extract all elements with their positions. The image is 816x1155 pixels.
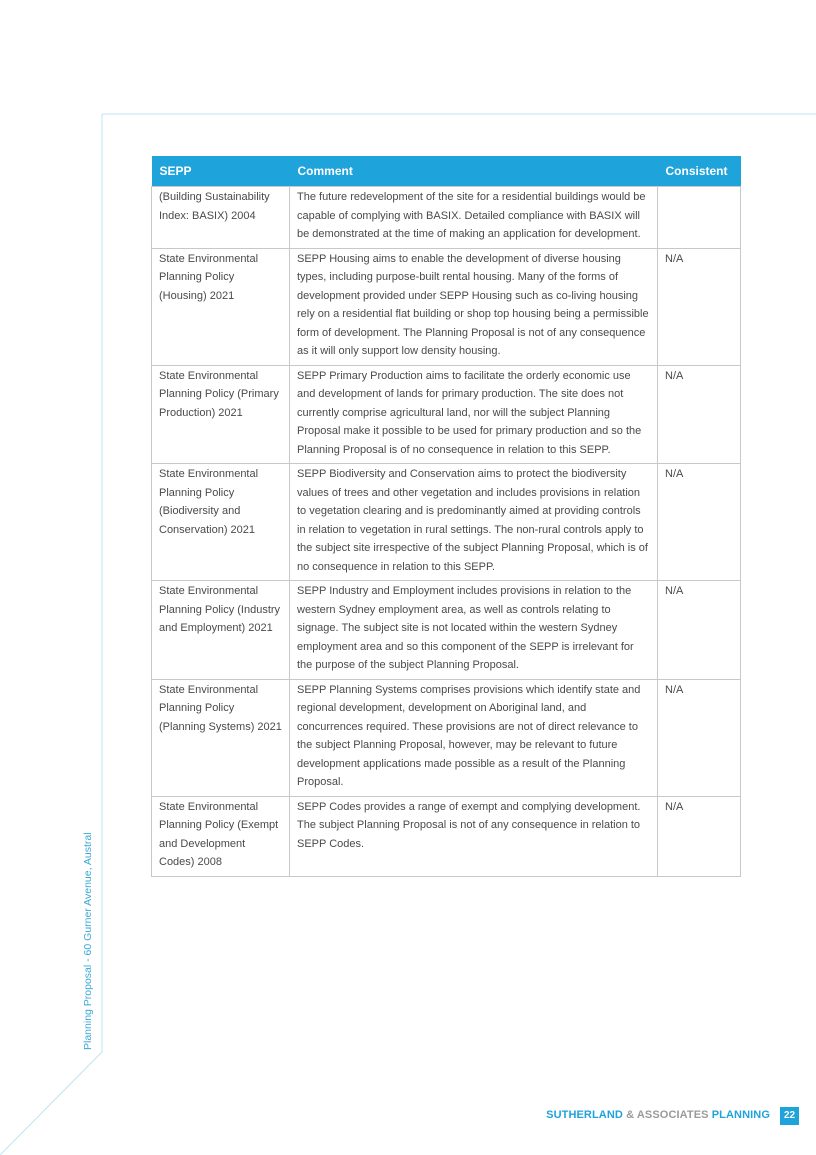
cell-comment: SEPP Housing aims to enable the development of diverse housing types, including purpose-built rental housing. Many of the forms of development provided under SEPP Housing such as co-living housing rely on a residential flat building or shop top housing being a permissible form of development. The Planning Proposal is not of any consequence as it will only support low density housing. xyxy=(290,248,658,365)
table-row xyxy=(152,464,741,581)
table-row xyxy=(152,796,741,876)
document-side-label: Planning Proposal - 60 Gurner Avenue, Austral xyxy=(82,832,94,1050)
table-row xyxy=(152,581,741,680)
table-row xyxy=(152,679,741,796)
cell-sepp: State Environmental Planning Policy (Industry and Employment) 2021 xyxy=(152,581,290,680)
cell-consistent: N/A xyxy=(658,365,741,464)
header-sepp: SEPP xyxy=(152,156,290,187)
cell-consistent: N/A xyxy=(658,581,741,680)
cell-sepp: (Building Sustainability Index: BASIX) 2004 xyxy=(152,187,290,249)
page-number-badge: 22 xyxy=(780,1107,799,1125)
cell-sepp: State Environmental Planning Policy (Exempt and Development Codes) 2008 xyxy=(152,796,290,876)
brand-name-part1: SUTHERLAND xyxy=(546,1109,623,1121)
cell-sepp: State Environmental Planning Policy (Housing) 2021 xyxy=(152,248,290,365)
cell-consistent: N/A xyxy=(658,796,741,876)
cell-comment: SEPP Industry and Employment includes provisions in relation to the western Sydney employment area, as well as controls relating to signage. The subject site is not located within the western Sydney employment area and so this component of the SEPP is irrelevant for the purpose of the subject Planning Proposal. xyxy=(290,581,658,680)
footer-brand xyxy=(546,1109,770,1121)
table-row xyxy=(152,248,741,365)
cell-sepp: State Environmental Planning Policy (Biodiversity and Conservation) 2021 xyxy=(152,464,290,581)
cell-comment: The future redevelopment of the site for a residential buildings would be capable of complying with BASIX. Detailed compliance with BASIX will be demonstrated at the time of making an application for development. xyxy=(290,187,658,249)
table-header-row xyxy=(152,156,741,187)
cell-comment: SEPP Planning Systems comprises provisions which identify state and regional development, development on Aboriginal land, and concurrences required. These provisions are not of direct relevance to the subject Planning Proposal, however, may be relevant to future development applications made possible as a result of the Planning Proposal. xyxy=(290,679,658,796)
table-row xyxy=(152,187,741,249)
header-consistent: Consistent xyxy=(658,156,741,187)
table-row xyxy=(152,365,741,464)
cell-sepp: State Environmental Planning Policy (Primary Production) 2021 xyxy=(152,365,290,464)
sepp-table xyxy=(151,156,741,877)
cell-sepp: State Environmental Planning Policy (Planning Systems) 2021 xyxy=(152,679,290,796)
cell-consistent: N/A xyxy=(658,679,741,796)
cell-comment: SEPP Primary Production aims to facilitate the orderly economic use and development of lands for primary production. The site does not currently comprise agricultural land, nor will the subject Planning Proposal make it possible to be used for primary production and so the Planning Proposal is of no consequence in relation to this SEPP. xyxy=(290,365,658,464)
brand-name-part2: PLANNING xyxy=(711,1109,770,1121)
cell-consistent: N/A xyxy=(658,464,741,581)
cell-consistent: N/A xyxy=(658,248,741,365)
cell-comment: SEPP Biodiversity and Conservation aims to protect the biodiversity values of trees and other vegetation and includes provisions in relation to vegetation clearing and is predominantly aimed at providing controls in relation to vegetation in rural settings. The non-rural controls apply to the subject site irrespective of the subject Planning Proposal, which is of no consequence in relation to this SEPP. xyxy=(290,464,658,581)
cell-consistent xyxy=(658,187,741,249)
header-comment: Comment xyxy=(290,156,658,187)
cell-comment: SEPP Codes provides a range of exempt and complying development. The subject Planning Proposal is not of any consequence in relation to SEPP Codes. xyxy=(290,796,658,876)
brand-name-amp: & ASSOCIATES xyxy=(626,1109,709,1121)
